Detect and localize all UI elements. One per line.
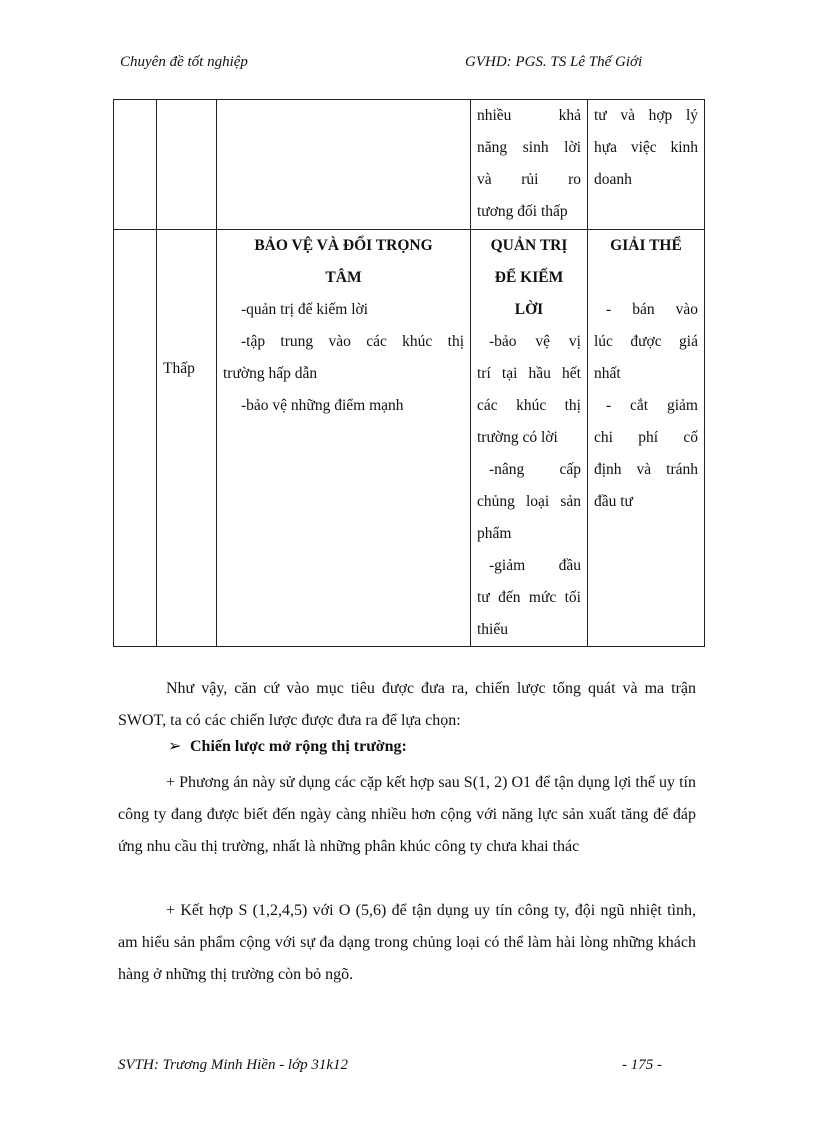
cell-title: LỜI — [514, 301, 544, 318]
header-left: Chuyên đề tốt nghiệp — [120, 54, 248, 70]
table-cell-empty — [114, 100, 157, 230]
table-row — [114, 230, 705, 647]
arrow-bullet-icon: ➢ — [168, 738, 182, 755]
table-cell-row1-col4: nhiều khả năng sinh lời và rủi ro tương đối thấp — [471, 100, 588, 230]
table-row — [114, 100, 705, 230]
table-cell-empty — [157, 100, 217, 230]
cell-title: BẢO VỆ VÀ ĐỔI TRỌNG — [254, 237, 433, 254]
table-cell-empty — [217, 100, 471, 230]
header-right: GVHD: PGS. TS Lê Thế Giới — [465, 54, 643, 70]
cell-title: ĐỂ KIẾM — [494, 269, 564, 286]
bullet-heading — [168, 736, 407, 756]
table-cell-row2-col3: BẢO VỆ VÀ ĐỔI TRỌNG TÂM -quản trị để kiếm lời -tập trung vào các khúc thị trường hấp dẫn -bảo vệ những điểm mạnh — [217, 230, 471, 647]
body-paragraph-3: + Kết hợp S (1,2,4,5) với O (5,6) để tận dụng uy tín công ty, đội ngũ nhiệt tình, am hiểu sản phẩm cộng với sự đa dạng trong chủng loại có thể làm hài lòng những khách hàng ở những thị trường còn bỏ ngõ. — [118, 902, 696, 983]
table-cell-row1-col5: tư và hợp lý hựa việc kinh doanh — [588, 100, 705, 230]
swot-matrix-table — [113, 99, 705, 647]
body-paragraph-2: + Phương án này sử dụng các cặp kết hợp sau S(1, 2) O1 để tận dụng lợi thế uy tín công ty đang được biết đến ngày càng nhiều hơn cộng với năng lực sản xuất tăng để đáp ứng nhu cầu thị trường, nhất là những phân khúc công ty chưa khai thác — [118, 774, 696, 855]
body-paragraph-1: Như vậy, căn cứ vào mục tiêu được đưa ra, chiến lược tổng quát và ma trận SWOT, ta có các chiến lược được đưa ra để lựa chọn: — [118, 680, 696, 729]
table-cell-row2-col4: QUẢN TRỊ ĐỂ KIẾM LỜI -bảo vệ vị trí tại hầu hết các khúc thị trường có lời -nâng cấp chủng loại sản phẩm -giảm đầu tư đến mức tối thiểu — [471, 230, 588, 647]
section-heading: Chiến lược mở rộng thị trường: — [190, 738, 407, 755]
table-cell-row2-col5: GIẢI THỂ - bán vào lúc được giá nhất - cắt giảm chi phí cố định và tránh đầu tư — [588, 230, 705, 647]
page-number: - 175 - — [622, 1057, 662, 1073]
table-cell-empty — [114, 230, 157, 647]
cell-title: GIẢI THỂ — [610, 237, 682, 254]
cell-title: QUẢN TRỊ — [490, 237, 568, 254]
cell-title: TÂM — [325, 269, 362, 286]
footer-left: SVTH: Trương Minh Hiền - lớp 31k12 — [118, 1057, 349, 1073]
row-label-thap: Thấp — [157, 230, 217, 647]
